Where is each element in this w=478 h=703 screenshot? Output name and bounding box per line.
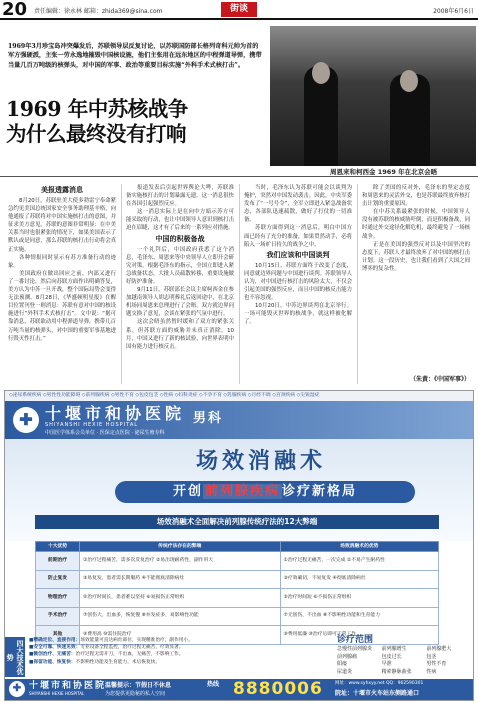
scope-item: 包皮过长 — [381, 653, 402, 660]
paragraph: 一个礼拜后，中国政府获悉了这个消息，毛泽东、周恩来等中央领导人立即开会研究对策。根据毛泽东的指示，全国立即进入紧急战备状态，大批人员疏散转移，重要设施做好防护准备。 — [126, 246, 234, 285]
photo-caption: 周恩来和柯西金 1969 年在北京会晤 — [330, 168, 438, 176]
article-column-4 — [362, 184, 470, 374]
table-row — [36, 589, 439, 608]
paragraph: 10月15日，苏联方面终于改变了态度，同意就边界问题与中国进行谈判。苏联领导人认为，对中国进行核打击的风险太大，不仅会引起美国的强烈反应，而且中国的核反击能力也不容忽视。 — [244, 262, 352, 302]
hospital-advertisement — [4, 390, 474, 701]
advantage-key: ■精确定位、直接作用： — [29, 638, 81, 643]
paragraph: 8月20日，苏联驻美大使多勃雷宁奉命紧急约见美国总统国家安全事务助理基辛格，向他通报了苏联将对中国实施核打击的意图，并征求美方意见。苏联的意图非常明显：在中美关系当时也很紧张的情况下，如果美国表示了默认或是同意，那么苏联的核打击行动将会真正实施。 — [8, 198, 116, 253]
advantage-key: ■安全可靠、快速见效： — [29, 645, 81, 651]
paragraph: 9月11日，苏联部长会议主席柯西金在参加越南领导人胡志明葬礼后返回途中，在北京机场同周恩来总理进行了会晤。双方就边界问题交换了意见，会谈在紧张的气氛中进行。 — [126, 287, 234, 318]
scope-grid — [337, 646, 471, 676]
product-name: 场效消融术 — [195, 448, 326, 474]
hospital-logo-icon: ✚ — [9, 681, 25, 697]
column-divider — [121, 184, 122, 384]
table-cell: ⑨费用低廉 ⑩治疗后即可正常工作 — [280, 626, 438, 645]
advantages-list — [29, 637, 329, 666]
comparison-table — [35, 541, 439, 645]
scope-item: 早泄 — [381, 661, 392, 667]
footer-tip: 温馨提示：节假日不休息 — [105, 682, 172, 689]
subhead-1: 美报透露消息 — [41, 186, 83, 194]
page-number: 20 — [2, 0, 28, 20]
scope-item: 急慢性前列腺炎 — [337, 646, 373, 652]
table-header: 传统疗法存在的弊端 — [80, 542, 281, 552]
paragraph: 正是在美国的强烈反对以及中国坚决的态度下，苏联人才最终放弃了对中国的核打击计划。这一段历史，也让我们看到了大国之间博弈的复杂性。 — [362, 241, 470, 272]
article-photo — [270, 26, 476, 166]
paragraph: 当时，毛泽东认为苏联可能会以谈判为掩护，突然对中国发动袭击。因此，中央军委发布了“一号号令”，全军立即进入紧急战备状态，各部队迅速疏散，做好了打仗的一切准备。 — [244, 185, 352, 224]
hospital-name: 十堰市和协医院 — [45, 404, 186, 423]
treatment-scope — [337, 635, 471, 676]
table-cell: ⑤治疗时间短 ⑥不损伤正常组织 — [280, 589, 438, 608]
advantage-text: 不影响性功能及生育能力，术后恢复快。 — [75, 659, 161, 665]
table-header: 十大优势 — [36, 542, 80, 552]
scope-item: 男性不育 — [426, 661, 447, 667]
ad-footer — [5, 679, 473, 700]
footer-address: 院址：十堰市火车站东侧路通口 — [335, 690, 420, 697]
scope-item: 前列腺痛 — [337, 653, 358, 660]
scope-title: 诊疗范围 — [337, 635, 374, 645]
table-header: 场效消融术的优势 — [280, 542, 438, 552]
article-column-3 — [244, 184, 352, 384]
hospital-subtitle: 中国医学体系会员单位 · 医保定点医院 · 泌尿生殖专科 — [45, 430, 165, 436]
scope-item: 包茎 — [426, 653, 437, 660]
table-row — [36, 570, 439, 589]
subhead-3: 我们应该和中国谈判 — [266, 250, 330, 259]
table-cell: ⑦创伤大，出血多，恢复慢 ⑧并发症多，易影响性功能 — [80, 607, 281, 626]
advantage-key: ■保留功能、恢复快： — [29, 659, 76, 665]
ad-hero — [5, 439, 473, 541]
table-cell: ⑦无创伤，不出血 ⑧不影响性功能和生育能力 — [280, 607, 438, 626]
paragraph: 美国政府在做出回应之前，内部又进行了一番讨论，然后向苏联方面作出明确答复，美方认为中苏一旦开战，整个国际局势会变得无法预测。8月28日，《华盛顿明星报》在醒目位置刊登一则消息：苏联有意对中国的核设施进行“外科手术式核打击”。文中说：“据可靠消息，苏联欲动用中程弹道导弹，携带几百万吨当量的核弹头，对中国的重要军事基地进行毁灭性打击。” — [8, 270, 116, 342]
table-cell: ③疗效确切，不易复发 ④彻底清除病灶 — [280, 570, 438, 589]
table-cell: ⑨费用高 ⑩需住院治疗 — [80, 626, 281, 645]
article-lead: 1969年3月珍宝岛冲突爆发后，苏联领导层反复讨论，以苏联国防部长格列奇科元帅为首的军方强硬派，主张一劳永逸地摧毁中国核设施，他们主张用在远东地区的中程弹道导弹，携带当量几百万吨级的核弹头，对中国的军事、政治等重要目标实施“外科手术式核打击”。 — [8, 43, 262, 69]
row-label: 其他 — [36, 626, 80, 645]
paragraph: 苏联方面得到这一消息后，明白中国方面已经有了充分的准备，如果贸然动手，必将陷入一场旷日持久的战争之中。 — [244, 225, 352, 248]
article-column-1 — [8, 184, 116, 384]
table-cell: ⑤治疗时间长，患者难以坚持 ⑥易损伤正常组织 — [80, 589, 281, 608]
photo-head-left — [312, 62, 330, 84]
editor-line: 责任编辑：徐永林 邮箱：zhida369@sina.com — [34, 8, 163, 15]
table-cell: ①治疗过程痛苦，需多次反复治疗 ②易出现耐药性，副作用大 — [80, 552, 281, 571]
advantage-text: 场效能量可直达病灶部位，实现精准治疗，副作用小。 — [80, 638, 193, 643]
slogan-prefix: 开创 — [172, 484, 203, 499]
paragraph: 报道发表后引起世界舆论大哗，苏联准备实施核打击的计划暴露无遗。这一消息很快在各国引起强烈反应。 — [126, 185, 234, 208]
scope-item: 精索静脉曲张 — [381, 668, 412, 675]
advantage-key: ■微创治疗、无痛苦： — [29, 652, 76, 658]
advantage-text: 专业设备全程监控，治疗过程无痛苦，疗效显著。 — [80, 645, 184, 651]
divider — [0, 176, 478, 177]
scope-item: 尿道炎 — [337, 668, 353, 675]
scope-item: 阳痿 — [337, 661, 348, 667]
column-divider — [239, 184, 240, 384]
department-label: 男科 — [193, 411, 224, 426]
advantage-text: 治疗过程无需开刀，不出血，无痛苦，不影响工作。 — [75, 652, 184, 658]
footer-hospital-name: 十堰市和协医院 — [29, 681, 107, 691]
slogan-highlight: 前列腺疾病 — [204, 484, 280, 499]
row-label: 物理治疗 — [36, 589, 80, 608]
row-label: 前期治疗 — [36, 552, 80, 571]
table-cell: ①治疗过程无痛苦，一次完成 ②不易产生耐药性 — [280, 552, 438, 571]
ad-ticker: ◇泌尿系统疾病 ◇男性性功能障碍 ◇前列腺疾病 ◇男性不育 ◇包皮包茎 ◇性病 ◇妇科炎症 ◇不孕不育 ◇乳腺疾病 ◇月经不调 ◇宫颈疾病 ◇尖锐湿疣 — [5, 391, 473, 401]
list-item — [29, 659, 329, 666]
scope-item: 前列腺肥大 — [426, 646, 452, 652]
paragraph: 除了美国的反对外，毛泽东的坚定态度和周恩来的灵活外交，也是苏联最终放弃核打击计划的重要原因。 — [362, 185, 470, 208]
paragraph: 这一消息实际上是在向中方暗示苏方可能采取的行动，也让中国领导人意识到核打击迫在眉睫，这才有了后来的一系列应对措施。 — [126, 209, 234, 232]
table-header-row — [36, 542, 439, 552]
footer-hospital-en: SHIYANSHI HEXIE HOSPITAL — [29, 691, 85, 696]
ad-banner — [5, 401, 473, 439]
promo-bar: 场效消融术全面解决前列腺传统疗法的12大弊端 — [35, 515, 439, 529]
photo-head-right — [400, 70, 418, 92]
paragraph: 在中苏关系最紧张的时候，中国领导人没有被苏联的核威胁吓倒，而是积极备战，同时通过外交途径化解危机，最终避免了一场核战争。 — [362, 209, 470, 240]
article-source: （朱黄：《中国军事》） — [409, 376, 470, 383]
issue-date: 2008年6月6日 — [433, 8, 474, 15]
article-headline — [6, 97, 268, 147]
paragraph: 10月20日，中苏边界谈判在北京举行。一场可能毁灭世界的核战争，就这样被化解了。 — [244, 303, 352, 326]
headline-line-2: 为什么最终没有打响 — [6, 122, 186, 146]
hotline-label: 热线 — [207, 681, 220, 688]
hospital-pinyin: SHIYANSHI HEXIE HOSPITAL — [45, 422, 139, 428]
footer-website: 网址：www.syhxyy.net QQ：962590301 — [335, 681, 424, 686]
table-row — [36, 552, 439, 571]
footer-tip-2: 为您提供更隐秘的私人空间 — [105, 691, 166, 697]
slogan-suffix: 诊疗新格局 — [282, 484, 358, 499]
list-item — [29, 637, 329, 644]
subhead-2: 中国的积极备战 — [155, 234, 205, 243]
list-item — [29, 651, 329, 658]
headline-line-1: 1969 年中苏核战争 — [6, 97, 188, 121]
table-row — [36, 607, 439, 626]
ad-slogan — [115, 481, 415, 503]
page-header — [0, 0, 478, 20]
row-label: 防止复发 — [36, 570, 80, 589]
paragraph: 各种情报同时显示有苏方准备行动的迹象。 — [8, 254, 116, 269]
hospital-logo-icon: ✚ — [13, 407, 39, 433]
column-divider — [357, 184, 358, 384]
paragraph: 这次会晤虽然暂时缓和了双方的紧张关系，但苏联方面的威胁并未真正消除。10月，中国又进行了新的核试验，向世界表明中国有能力进行核反击。 — [126, 319, 234, 350]
section-label: 街谈 — [221, 2, 257, 17]
scope-item: 性病 — [426, 668, 437, 675]
article-column-2 — [126, 184, 234, 384]
scope-item: 前列腺增生 — [381, 646, 407, 652]
row-label: 手术治疗 — [36, 607, 80, 626]
list-item — [29, 644, 329, 651]
table-cell: ③易复发，患者需长期服药 ④不能彻底清除病灶 — [80, 570, 281, 589]
four-advantages-label: 四大技术优势 — [5, 637, 25, 677]
hotline-number: 8880006 — [233, 679, 323, 699]
